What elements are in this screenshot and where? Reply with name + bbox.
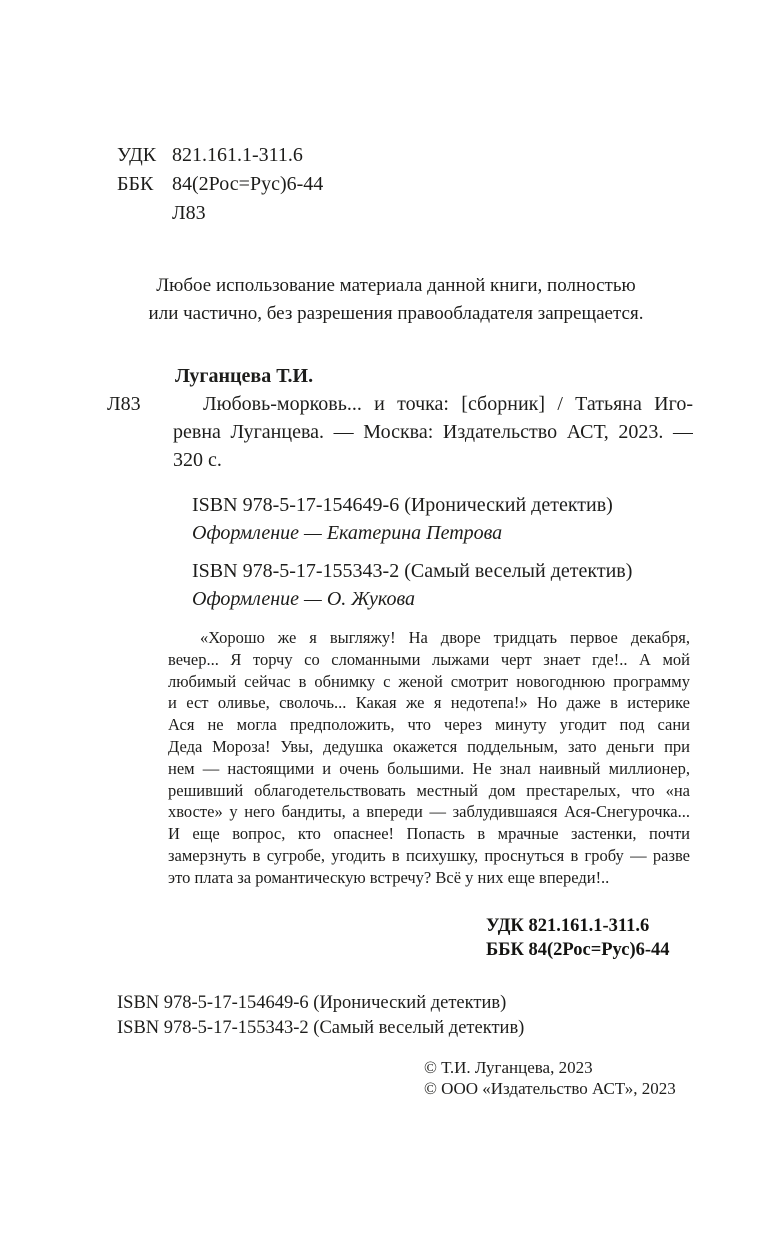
annotation-paragraph [168,627,690,889]
author-heading: Луганцева Т.И. [175,365,314,387]
annotation-line: и ест оливье, сволочь... Какая же я недотепа!» Но даже в истерике [168,693,690,713]
usage-notice-line: или частично, без разрешения правообладателя запрещается. [148,303,644,324]
annotation-line: хвосте» у него бандиты, а впереди — заблудившаяся Ася-Снегурочка... [168,802,690,822]
top-classification-codes [117,141,768,228]
annotation-line: это плата за романтическую встречу? Всё у них еще впереди!.. [168,867,610,887]
bottom-bbk-line: ББК 84(2Рос=Рус)6-44 [486,939,670,960]
author-sign: Л83 [172,202,206,224]
bottom-isbn-line: ISBN 978-5-17-154649-6 (Иронический детектив) [117,992,507,1013]
annotation-line: вечер... Я торчу со сломанными лыжами черт знает где!.. А мой [168,649,690,669]
catalog-code: Л83 [107,393,141,415]
annotation-line: решивший облагодетельствовать местный дом престарелых, что «на [168,780,690,800]
edition-block [192,491,768,547]
catalog-line: Любовь-морковь... и точка: [сборник] / Татьяна Иго- [203,393,693,415]
annotation-line: «Хорошо же я выгляжу! На дворе тридцать первое декабря, [200,628,690,647]
udk-value: 821.161.1-311.6 [172,144,303,166]
annotation-line: любимый сейчас в обнимку с женой смотрит новогоднюю программу [168,671,690,691]
annotation-line: И еще вопрос, кто опаснее! Попасть в мрачные застенки, почти [168,824,690,844]
annotation-line: Деда Мороза! Увы, дедушка окажется поддельным, зато деньги при [168,736,690,756]
usage-notice [135,272,657,328]
catalog-entry [107,390,693,474]
isbn-line: ISBN 978-5-17-155343-2 (Самый веселый детектив) [192,560,633,582]
design-credit: Оформление — Екатерина Петрова [192,522,503,544]
bottom-isbn-line: ISBN 978-5-17-155343-2 (Самый веселый детектив) [117,1017,525,1038]
udk-label: УДК [117,144,157,166]
catalog-line: ревна Луганцева. — Москва: Издательство АСТ, 2023. — [173,421,693,443]
bbk-code-line [117,170,768,199]
design-credit: Оформление — О. Жукова [192,588,416,610]
annotation-line: Ася не могла предположить, что через минуту угодит под сани [168,715,690,735]
usage-notice-line: Любое использование материала данной книги, полностью [156,275,636,296]
bottom-udk-line: УДК 821.161.1-311.6 [486,915,650,936]
copyright-block [424,1057,768,1100]
bbk-value: 84(2Рос=Рус)6-44 [172,173,324,195]
bbk-label: ББК [117,173,154,195]
catalog-line: 320 с. [173,449,222,471]
bottom-classification-codes [486,914,768,962]
isbn-line: ISBN 978-5-17-154649-6 (Иронический детектив) [192,494,613,516]
annotation-line: нем — настоящими и очень большими. Не знал наивный миллионер, [168,758,690,778]
author-sign-line [117,199,768,228]
copyright-author-line: © Т.И. Луганцева, 2023 [424,1057,593,1077]
annotation-line: замерзнуть в сугробе, угодить в психушку, проснуться в гробу — разве [168,845,690,865]
bottom-isbn-list [117,991,768,1041]
edition-block [192,557,768,613]
udk-code-line [117,141,768,170]
copyright-publisher-line: © ООО «Издательство АСТ», 2023 [424,1079,676,1099]
